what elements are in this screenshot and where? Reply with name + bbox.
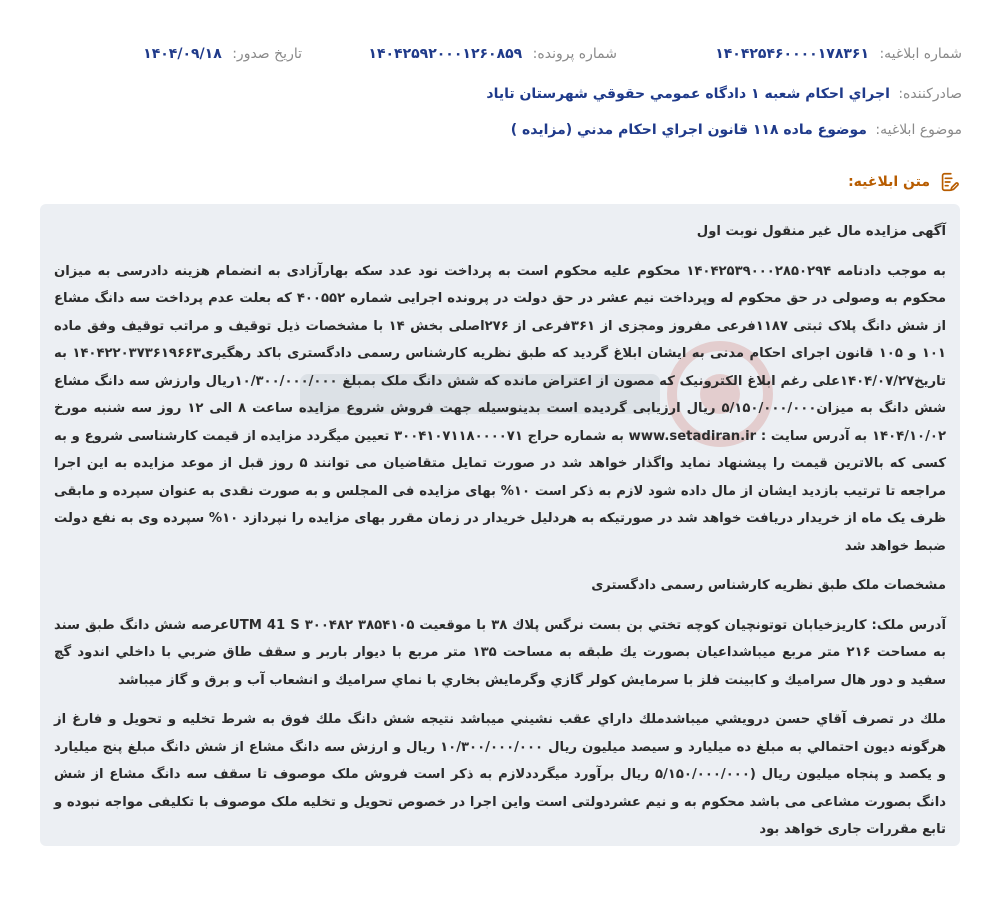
subject-value: موضوع ماده ۱۱۸ قانون اجراي احكام مدني (مزايده ) [510,122,867,138]
subject-line [511,122,962,138]
notice-text-heading [848,171,960,193]
notice-text-title: متن ابلاغیه: [848,174,930,190]
issue-date-value: ۱۴۰۴/۰۹/۱۸ [143,46,222,62]
case-number [368,46,617,62]
issue-date-label: تاریخ صدور: [232,46,302,62]
notice-number-label: شماره ابلاغیه: [879,46,962,62]
issue-date [143,46,302,62]
notice-meta-row [40,46,962,70]
property-value-paragraph: ملك در تصرف آقاي حسن درويشي ميباشدملك داراي عقب نشيني ميباشد نتيجه شش دانگ ملك فوق به شرط تخليه و تحويل و فارغ از هرگونه ديون احتمالي به مبلغ ده ميليارد و سيصد ميليون ريال ۱۰/۳۰۰/۰۰۰/۰۰۰ ريال و ارزش سه دانگ مشاع از شش دانگ مبلغ پنج ميليارد و يكصد و پنجاه ميليون ريال (۵/۱۵۰/۰۰۰/۰۰۰ ريال برآورد ميگرددلازم به ذکر است فروش ملک موصوف تا سقف سه دانگ مشاع از شش دانگ بصورت مشاعی می باشد محکوم به و نیم عشردولتی است واین اجرا در خصوص تحویل و تخلیه ملک موصوف با تکلیفی مواجه نبوده و تابع مقررات جاری خواهد بود [54,712,946,837]
notice-number [715,46,962,62]
subject-label: موضوع ابلاغیه: [875,122,962,138]
issuer-line [486,86,962,102]
case-number-value: ۱۴۰۴۲۵۹۲۰۰۰۱۲۶۰۸۵۹ [368,46,523,62]
notice-title-paragraph: آگهی مزایده مال غیر منقول نوبت اول [696,224,946,239]
issuer-value: اجراي احكام شعبه ۱ دادگاه عمومي حقوقي شهرستان تاياد [486,86,890,102]
issuer-label: صادرکننده: [898,86,962,102]
notice-content-box [40,204,960,846]
notice-main-paragraph: به موجب دادنامه ۱۴۰۴۲۵۳۹۰۰۰۲۸۵۰۲۹۴ محکوم علیه محکوم است به پرداخت نود عدد سکه بهارآزادی به انضمام هزینه دادرسی به میزان محکوم به وصولی در حق محکوم له وپرداخت نیم عشر در حق دولت در پرونده اجرایی شماره ۴۰۰۵۵۲ که بعلت عدم پرداخت سه دانگ مشاع از شش دانگ پلاک ثبتی ۱۱۸۷فرعی مفروز ومجزی از ۳۶۱فرعی از ۲۷۶اصلی بخش ۱۴ با مشخصات ذیل توقیف و مراتب توقیف وفق ماده ۱۰۱ و ۱۰۵ قانون اجرای احکام مدنی به ایشان ابلاغ گردید که طبق نظریه کارشناس رسمی دادگستری باکد رهگیری۱۴۰۴۲۲۰۳۷۳۶۱۹۶۶۳ به تاریخ۱۴۰۴/۰۷/۲۷علی رغم ابلاغ الکترونیک که مصون از اعتراض مانده که شش دانگ ملک بمبلغ ۱۰/۳۰۰/۰۰۰/۰۰۰ریال وارزش سه دانگ مشاع شش دانگ به میزان۵/۱۵۰/۰۰۰/۰۰۰ ریال ارزیابی گردیده است بدینوسیله جهت فروش شروع مزایده ساعت ۸ الی ۱۲ روز سه شنبه مورخ ۱۴۰۴/۱۰/۰۲ به آدرس سایت : www.setadiran.ir به شماره حراج ۳۰۰۴۱۰۷۱۱۸۰۰۰۰۷۱ تعیین میگردد مزایده از قیمت کارشناسی شروع و به کسی که بالاترین قیمت را پیشنهاد نماید واگذار خواهد شد در صورت تمایل متقاضیان می توانند ۵ روز قبل از موعد مزایده به این اجرا مراجعه تا ترتیب بازدید ایشان از مال داده شود لازم به ذکر است ۱۰% بهای مزایده فی المجلس و به صورت نقدی به عنوان سپرده و مابقی ظرف یک ماه از خریدار دریافت خواهد شد در صورتیکه به هردلیل خریدار در زمان مقرر بهای مزایده را نپردازد ۱۰% سپرده وی به نفع دولت ضبط خواهد شد [54,263,947,554]
document-edit-icon [938,171,960,193]
notice-number-value: ۱۴۰۴۲۵۴۶۰۰۰۰۱۷۸۳۶۱ [715,46,869,62]
case-number-label: شماره پرونده: [532,46,617,62]
property-address-paragraph: آدرس ملک: كاريزخيابان توتونچيان كوچه تختي بن بست نرگس پلاك ۳۸ با موقعيت UTM 41 S ۳۰۰۴۸۲ ۳۸۵۴۱۰۵عرصه شش دانگ طبق سند به مساحت ۲۱۶ متر مربع ميباشداعيان بصورت يك طبقه به مساحت ۱۳۵ متر مربع با ديوار باربر و سقف طاق ضربي با داخلي اندود گچ سفيد و دور هال سراميك و كابينت فلز با سرمايش كولر گازي وگرمايش بخاري با نماي سراميك و انشعاب آب و برق و گاز ميباشد [54,617,946,688]
property-spec-heading: مشخصات ملک طبق نظریه کارشناس رسمی دادگستری [591,578,946,593]
